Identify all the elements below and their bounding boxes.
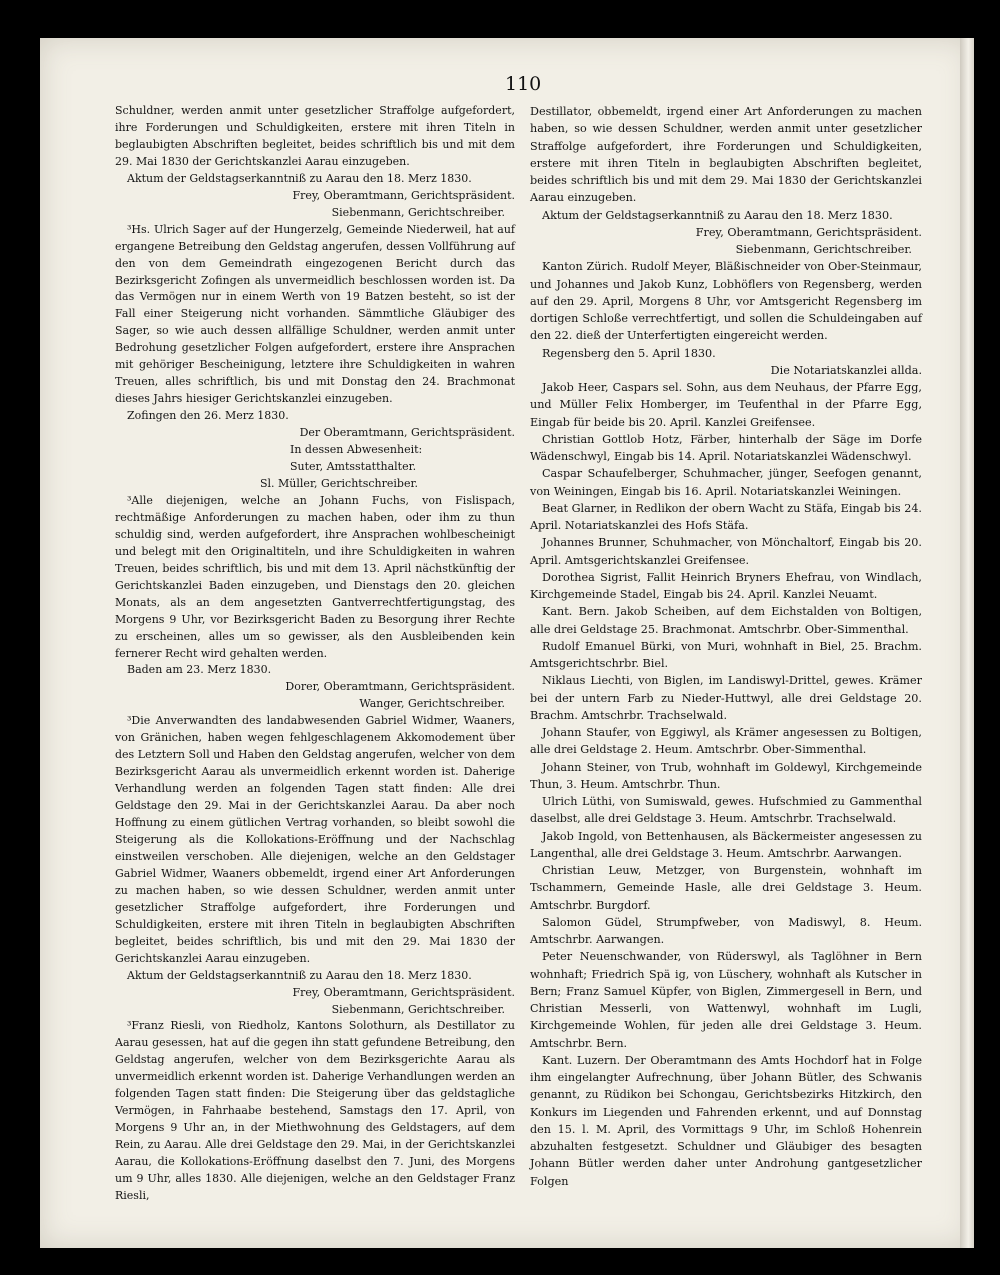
text-paragraph: ³Franz Riesli, von Riedholz, Kantons Solothurn, als Destillator zu Aarau gesessen, hat auf die gegen ihn statt gefundene Betreibung, den Geldstag angerufen, welcher von dem Bezirksgerichte Aarau als unvermeidlich erkennt worden ist. Daherige Verhandlungen werden an folgenden Tagen statt finden: Die Steigerung über das geldstagliche Vermögen, in Fahrhaabe bestehend, Samstags den 17. April, von Morgens 9 Uhr an, in der Miethwohnung des Geldstagers, auf dem Rein, zu Aarau. Alle drei Geldstage den 29. Mai, in der Gerichtskanzlei Aarau, die Kollokations-Eröffnung daselbst den 7. Juni, des Morgens um 9 Uhr, alles 1830. Alle diejenigen, welche an den Geldstager Franz Riesli, [115,1019,515,1202]
text-paragraph: In dessen Abwesenheit: [290,443,423,457]
text-paragraph: Aktum der Geldstagserkanntniß zu Aarau den 18. Merz 1830. [127,968,472,982]
text-paragraph: Sl. Müller, Gerichtschreiber. [260,476,418,490]
text-paragraph: Johann Steiner, von Trub, wohnhaft im Goldewyl, Kirchgemeinde Thun, 3. Heum. Amtschrbr. Thun. [530,760,922,791]
page-edge [960,38,974,1248]
text-paragraph: Kanton Zürich. Rudolf Meyer, Bläßischneider von Ober-Steinmaur, und Johannes und Jakob Kunz, Lobhöflers von Regensberg, werden auf den 29. April, Morgens 8 Uhr, vor Amtsgericht Regensberg im dortigen Schloße verrechtfertigt, und sollen die Schuldeingaben auf den 22. dieß der Unterfertigten eingereicht werden. [530,260,922,343]
text-paragraph: Baden am 23. Merz 1830. [127,663,272,677]
text-paragraph: Wanger, Gerichtschreiber. [359,697,505,711]
right-column [530,103,922,1190]
text-paragraph: Peter Neuenschwander, von Rüderswyl, als Taglöhner in Bern wohnhaft; Friedrich Spä ig, von Lüschery, wohnhaft als Kutscher in Bern; Franz Samuel Küpfer, von Biglen, Zimmergesell in Bern, und Christian Messerli, von Wattenwyl, wohnhaft im Lugli, Kirchgemeinde Wohlen, für jeden alle drei Geldstage 3. Heum. Amtschrbr. Bern. [530,950,922,1050]
text-paragraph: Destillator, obbemeldt, irgend einer Art Anforderungen zu machen haben, so wie dessen Schuldner, werden anmit unter gesetzlicher Straffolge aufgefordert, ihre Forderungen und Schuldigkeiten, erstere mit ihren Titeln in beglaubigten Abschriften begleitet, beides schriftlich bis und mit dem 29. Mai 1830 der Gerichtskanzlei Aarau einzugeben. [530,105,922,205]
text-paragraph: Kant. Luzern. Der Oberamtmann des Amts Hochdorf hat in Folge ihm eingelangter Aufrechnung, über Johann Bütler, des Schwanis genannt, zu Rüdikon bei Schongau, Gerichtsbezirks Hitzkirch, den Konkurs im Liegenden und Fahrenden erkennt, und auf Donnstag den 15. l. M. April, des Vormittags 9 Uhr, im Schloß Hohenrein abzuhalten festgesetzt. Schuldner und Gläubiger des besagten Johann Bütler werden daher unter Androhung gantgesetzlicher Folgen [530,1053,922,1188]
text-paragraph: Frey, Oberamtmann, Gerichtspräsident. [292,188,515,202]
text-paragraph: Dorer, Oberamtmann, Gerichtspräsident. [285,680,515,694]
text-paragraph: Frey, Oberamtmann, Gerichtspräsident. [695,225,922,239]
text-paragraph: Johannes Brunner, Schuhmacher, von Mönchaltorf, Eingab bis 20. April. Amtsgerichtskanzlei Greifensee. [530,536,922,567]
page-number: 110 [505,73,542,95]
text-paragraph: ³Hs. Ulrich Sager auf der Hungerzelg, Gemeinde Niederweil, hat auf ergangene Betreibung den Geldstag angerufen, dessen Vollführung auf den von dem Gemeindrath eingezogenen Bericht durch das Bezirksgericht Zofingen als unvermeidlich beschlossen worden ist. Da das Vermögen nur in einem Werth von 19 Batzen besteht, so ist der Fall einer Steigerung nicht vorhanden. Sämmtliche Gläubiger des Sager, so wie auch dessen allfällige Schuldner, werden anmit unter Bedrohung gesetzlicher Folgen aufgefordert, erstere ihre Ansprachen mit gehöriger Bescheinigung, letztere ihre Schuldigkeiten in wahren Treuen, alles schriftlich, bis und mit Donstag den 24. Brachmonat dieses Jahrs hiesiger Gerichtskanzlei einzugeben. [115,222,515,406]
text-paragraph: Johann Staufer, von Eggiwyl, als Krämer angesessen zu Boltigen, alle drei Geldstage 2. Heum. Amtschrbr. Ober-Simmenthal. [530,726,922,757]
left-column [115,103,515,1205]
text-paragraph: Siebenmann, Gerichtschreiber. [735,243,912,256]
text-paragraph: Niklaus Liechti, von Biglen, im Landiswyl-Drittel, gewes. Krämer bei der untern Farb zu Nieder-Huttwyl, alle drei Geldstage 20. Brachm. Amtschrbr. Trachselwald. [530,674,922,722]
text-paragraph: Kant. Bern. Jakob Scheiben, auf dem Eichstalden von Boltigen, alle drei Geldstage 25. Brachmonat. Amtschrbr. Ober-Simmenthal. [530,605,922,636]
text-paragraph: Siebenmann, Gerichtschreiber. [331,205,505,219]
text-paragraph: Rudolf Emanuel Bürki, von Muri, wohnhaft in Biel, 25. Brachm. Amtsgerichtschrbr. Biel. [530,639,922,670]
text-paragraph: Frey, Oberamtmann, Gerichtspräsident. [292,985,515,999]
text-paragraph: ³Die Anverwandten des landabwesenden Gabriel Widmer, Waaners, von Gränichen, haben wegen fehlgeschlagenem Akkomodement über des Letztern Soll und Haben den Geldstag angerufen, welcher von dem Bezirksgericht Aarau als unvermeidlich erkennt worden ist. Daherige Verhandlung werden an folgenden Tagen statt finden: Alle drei Geldstage den 29. Mai in der Gerichtskanzlei Aarau. Da aber noch Hoffnung zu einem gütlichen Vertrag vorhanden, so bleibt sowohl die Steigerung als die Kollokations-Eröffnung und der Nachschlag einstweilen verschoben. Alle diejenigen, welche an den Geldstager Gabriel Widmer, Waaners obbemeldt, irgend einer Art Anforderungen zu machen haben, so wie dessen Schuldner, werden anmit unter gesetzlicher Straffolge aufgefordert, ihre Forderungen und Schuldigkeiten, erstere mit ihren Titeln in beglaubigten Abschriften begleitet, beides schriftlich, bis und mit den 29. Mai 1830 der Gerichtskanzlei Aarau einzugeben. [115,714,515,965]
text-paragraph: Caspar Schaufelberger, Schuhmacher, jünger, Seefogen genannt, von Weiningen, Eingab bis 16. April. Notariatskanzlei Weiningen. [530,467,922,498]
text-paragraph: Regensberg den 5. April 1830. [542,346,716,360]
text-paragraph: Der Oberamtmann, Gerichtspräsident. [299,426,515,440]
text-paragraph: Aktum der Geldstagserkanntniß zu Aarau den 18. Merz 1830. [127,171,472,185]
text-paragraph: Dorothea Sigrist, Fallit Heinrich Bryners Ehefrau, von Windlach, Kirchgemeinde Stadel, Eingab bis 24. April. Kanzlei Neuamt. [530,570,922,601]
text-paragraph: Salomon Güdel, Strumpfweber, von Madiswyl, 8. Heum. Amtschrbr. Aarwangen. [530,915,922,946]
text-paragraph: Siebenmann, Gerichtschreiber. [331,1002,505,1016]
text-paragraph: Jakob Ingold, von Bettenhausen, als Bäckermeister angesessen zu Langenthal, alle drei Geldstage 3. Heum. Amtschrbr. Aarwangen. [530,829,922,860]
text-paragraph: Zofingen den 26. Merz 1830. [127,409,289,423]
text-paragraph: ³Alle diejenigen, welche an Johann Fuchs, von Fislispach, rechtmäßige Anforderungen zu machen haben, oder ihm zu thun schuldig sind, werden aufgefordert, ihre Ansprachen wohlbescheinigt und belegt mit den Originaltiteln, und ihre Schuldigkeiten in wahren Treuen, beides schriftlich, bis und mit dem 13. April nächstkünftig der Gerichtskanzlei Baden einzugeben, und Dienstags den 20. gleichen Monats, als an dem angesetzten Gantverrechtfertigungstag, des Morgens 9 Uhr, vor Bezirksgericht Baden zu Besorgung ihrer Rechte zu erscheinen, alles um so gewisser, als den Ausbleibenden kein fernerer Recht wird gehalten werden. [115,493,515,660]
text-paragraph: Christian Gottlob Hotz, Färber, hinterhalb der Säge im Dorfe Wädenschwyl, Eingab bis 14. April. Notariatskanzlei Wädenschwyl. [530,432,922,463]
text-paragraph: Aktum der Geldstagserkanntniß zu Aarau den 18. Merz 1830. [542,208,893,222]
text-paragraph: Ulrich Lüthi, von Sumiswald, gewes. Hufschmied zu Gammenthal daselbst, alle drei Geldstage 3. Heum. Amtschrbr. Trachselwald. [530,795,922,826]
text-paragraph: Schuldner, werden anmit unter gesetzlicher Straffolge aufgefordert, ihre Forderungen und Schuldigkeiten, erstere mit ihren Titeln in beglaubigten Abschriften begleitet, beides schriftlich bis und mit dem 29. Mai 1830 der Gerichtskanzlei Aarau einzugeben. [115,104,515,168]
text-paragraph: Suter, Amtsstatthalter. [290,460,417,474]
text-paragraph: Jakob Heer, Caspars sel. Sohn, aus dem Neuhaus, der Pfarre Egg, und Müller Felix Homberger, im Teufenthal in der Pfarre Egg, Eingab für beide bis 20. April. Kanzlei Greifensee. [530,381,922,429]
text-paragraph: Beat Glarner, in Redlikon der obern Wacht zu Stäfa, Eingab bis 24. April. Notariatskanzlei des Hofs Stäfa. [530,501,922,532]
text-paragraph: Die Notariatskanzlei allda. [770,363,922,377]
text-paragraph: Christian Leuw, Metzger, von Burgenstein, wohnhaft im Tschammern, Gemeinde Hasle, alle drei Geldstage 3. Heum. Amtschrbr. Burgdorf. [530,864,922,912]
